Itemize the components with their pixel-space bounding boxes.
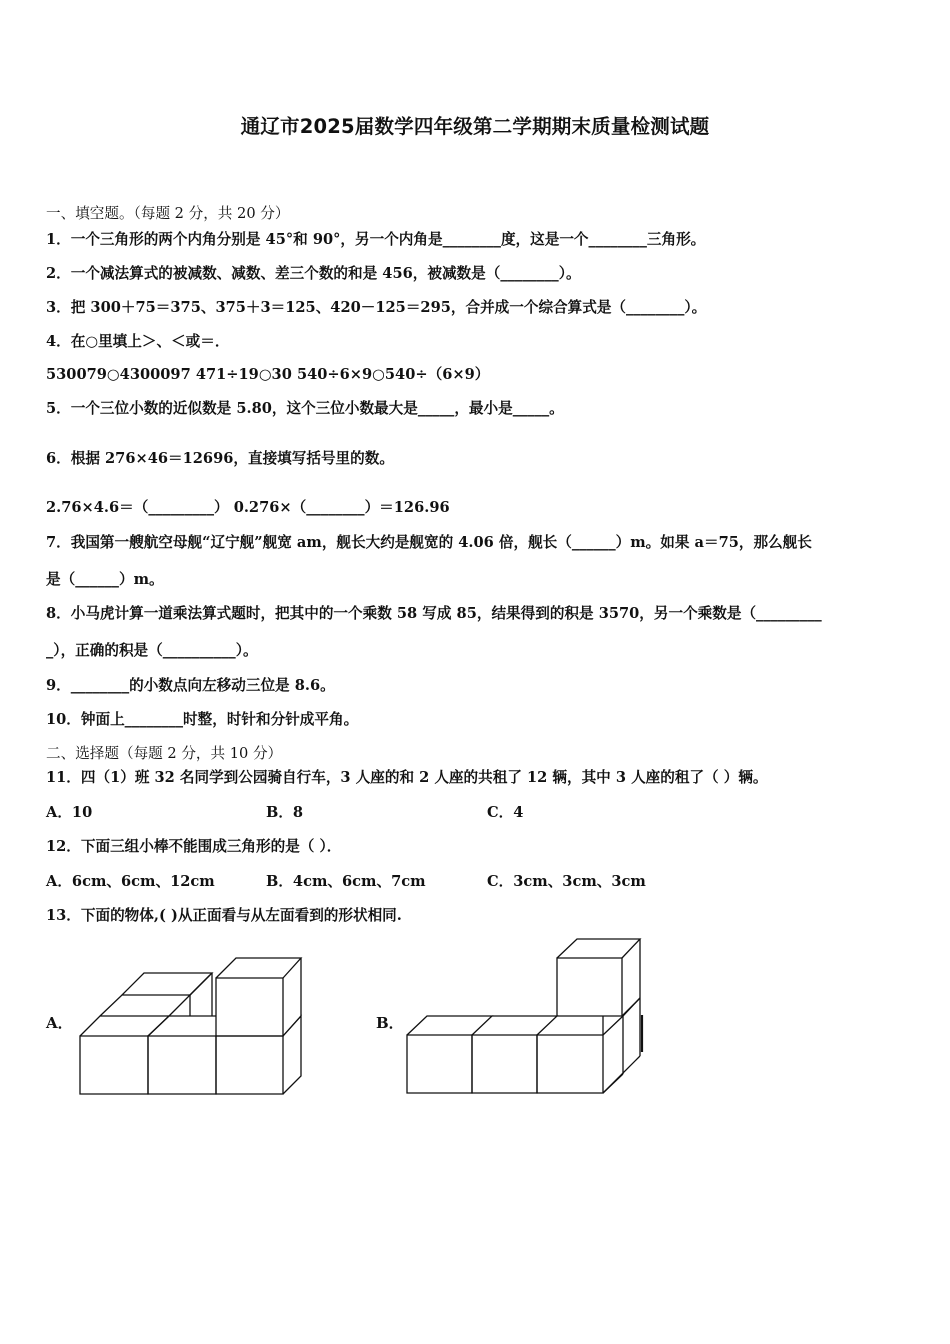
option-11-a: A．10 bbox=[46, 804, 93, 821]
question-6: 6．根据 276×46＝12696，直接填写括号里的数。 bbox=[46, 450, 394, 467]
question-5: 5．一个三位小数的近似数是 5.80，这个三位小数最大是_____，最小是_____。 bbox=[46, 400, 564, 417]
question-7-line-2: 是（______）m。 bbox=[46, 571, 164, 588]
option-12-c: C．3cm、3cm、3cm bbox=[487, 873, 646, 890]
question-1: 1．一个三角形的两个内角分别是 45°和 90°，另一个内角是________度，这是一个________三角形。 bbox=[46, 231, 706, 248]
question-11: 11．四（1）班 32 名同学到公园骑自行车，3 人座的和 2 人座的共租了 12 辆，其中 3 人座的租了（ ）辆。 bbox=[46, 769, 768, 786]
option-12-a: A．6cm、6cm、12cm bbox=[46, 873, 215, 890]
option-11-c: C．4 bbox=[487, 804, 524, 821]
option-11-b: B．8 bbox=[266, 804, 304, 821]
section-heading-choice: 二、选择题（每题 2 分，共 10 分） bbox=[46, 745, 283, 762]
question-8-line-2: _），正确的积是（__________）。 bbox=[46, 642, 258, 659]
question-2: 2．一个减法算式的被减数、减数、差三个数的和是 456，被减数是（________）。 bbox=[46, 265, 581, 282]
option-12-b: B．4cm、6cm、7cm bbox=[266, 873, 426, 890]
question-12: 12．下面三组小棒不能围成三角形的是（ ）． bbox=[46, 838, 342, 855]
question-10: 10．钟面上________时整，时针和分针成平角。 bbox=[46, 711, 359, 728]
figure-label-a: A． bbox=[46, 1014, 73, 1032]
question-7-line-1: 7．我国第一艘航空母舰“辽宁舰”舰宽 am，舰长大约是舰宽的 4.06 倍，舰长（______）m。如果 a＝75，那么舰长 bbox=[46, 534, 812, 551]
question-6-items: 2.76×4.6＝（_________） 0.276×（________）＝126.96 bbox=[46, 499, 450, 516]
page-title: 通辽市2025届数学四年级第二学期期末质量检测试题 bbox=[240, 115, 710, 138]
figure-label-b: B． bbox=[376, 1014, 404, 1032]
question-4: 4．在○里填上＞、＜或＝． bbox=[46, 333, 230, 350]
question-4-items: 530079○4300097 471÷19○30 540÷6×9○540÷（6×9） bbox=[46, 366, 490, 383]
question-8-line-1: 8．小马虎计算一道乘法算式题时，把其中的一个乘数 58 写成 85，结果得到的积是 3570，另一个乘数是（_________ bbox=[46, 605, 822, 622]
question-9: 9．________的小数点向左移动三位是 8.6。 bbox=[46, 677, 335, 694]
question-3: 3．把 300＋75＝375、375＋3＝125、420－125＝295，合并成一个综合算式是（________）。 bbox=[46, 299, 707, 316]
section-heading-fill-in: 一、填空题。（每题 2 分，共 20 分） bbox=[46, 205, 290, 222]
question-13: 13．下面的物体,( )从正面看与从左面看到的形状相同. bbox=[46, 907, 402, 924]
